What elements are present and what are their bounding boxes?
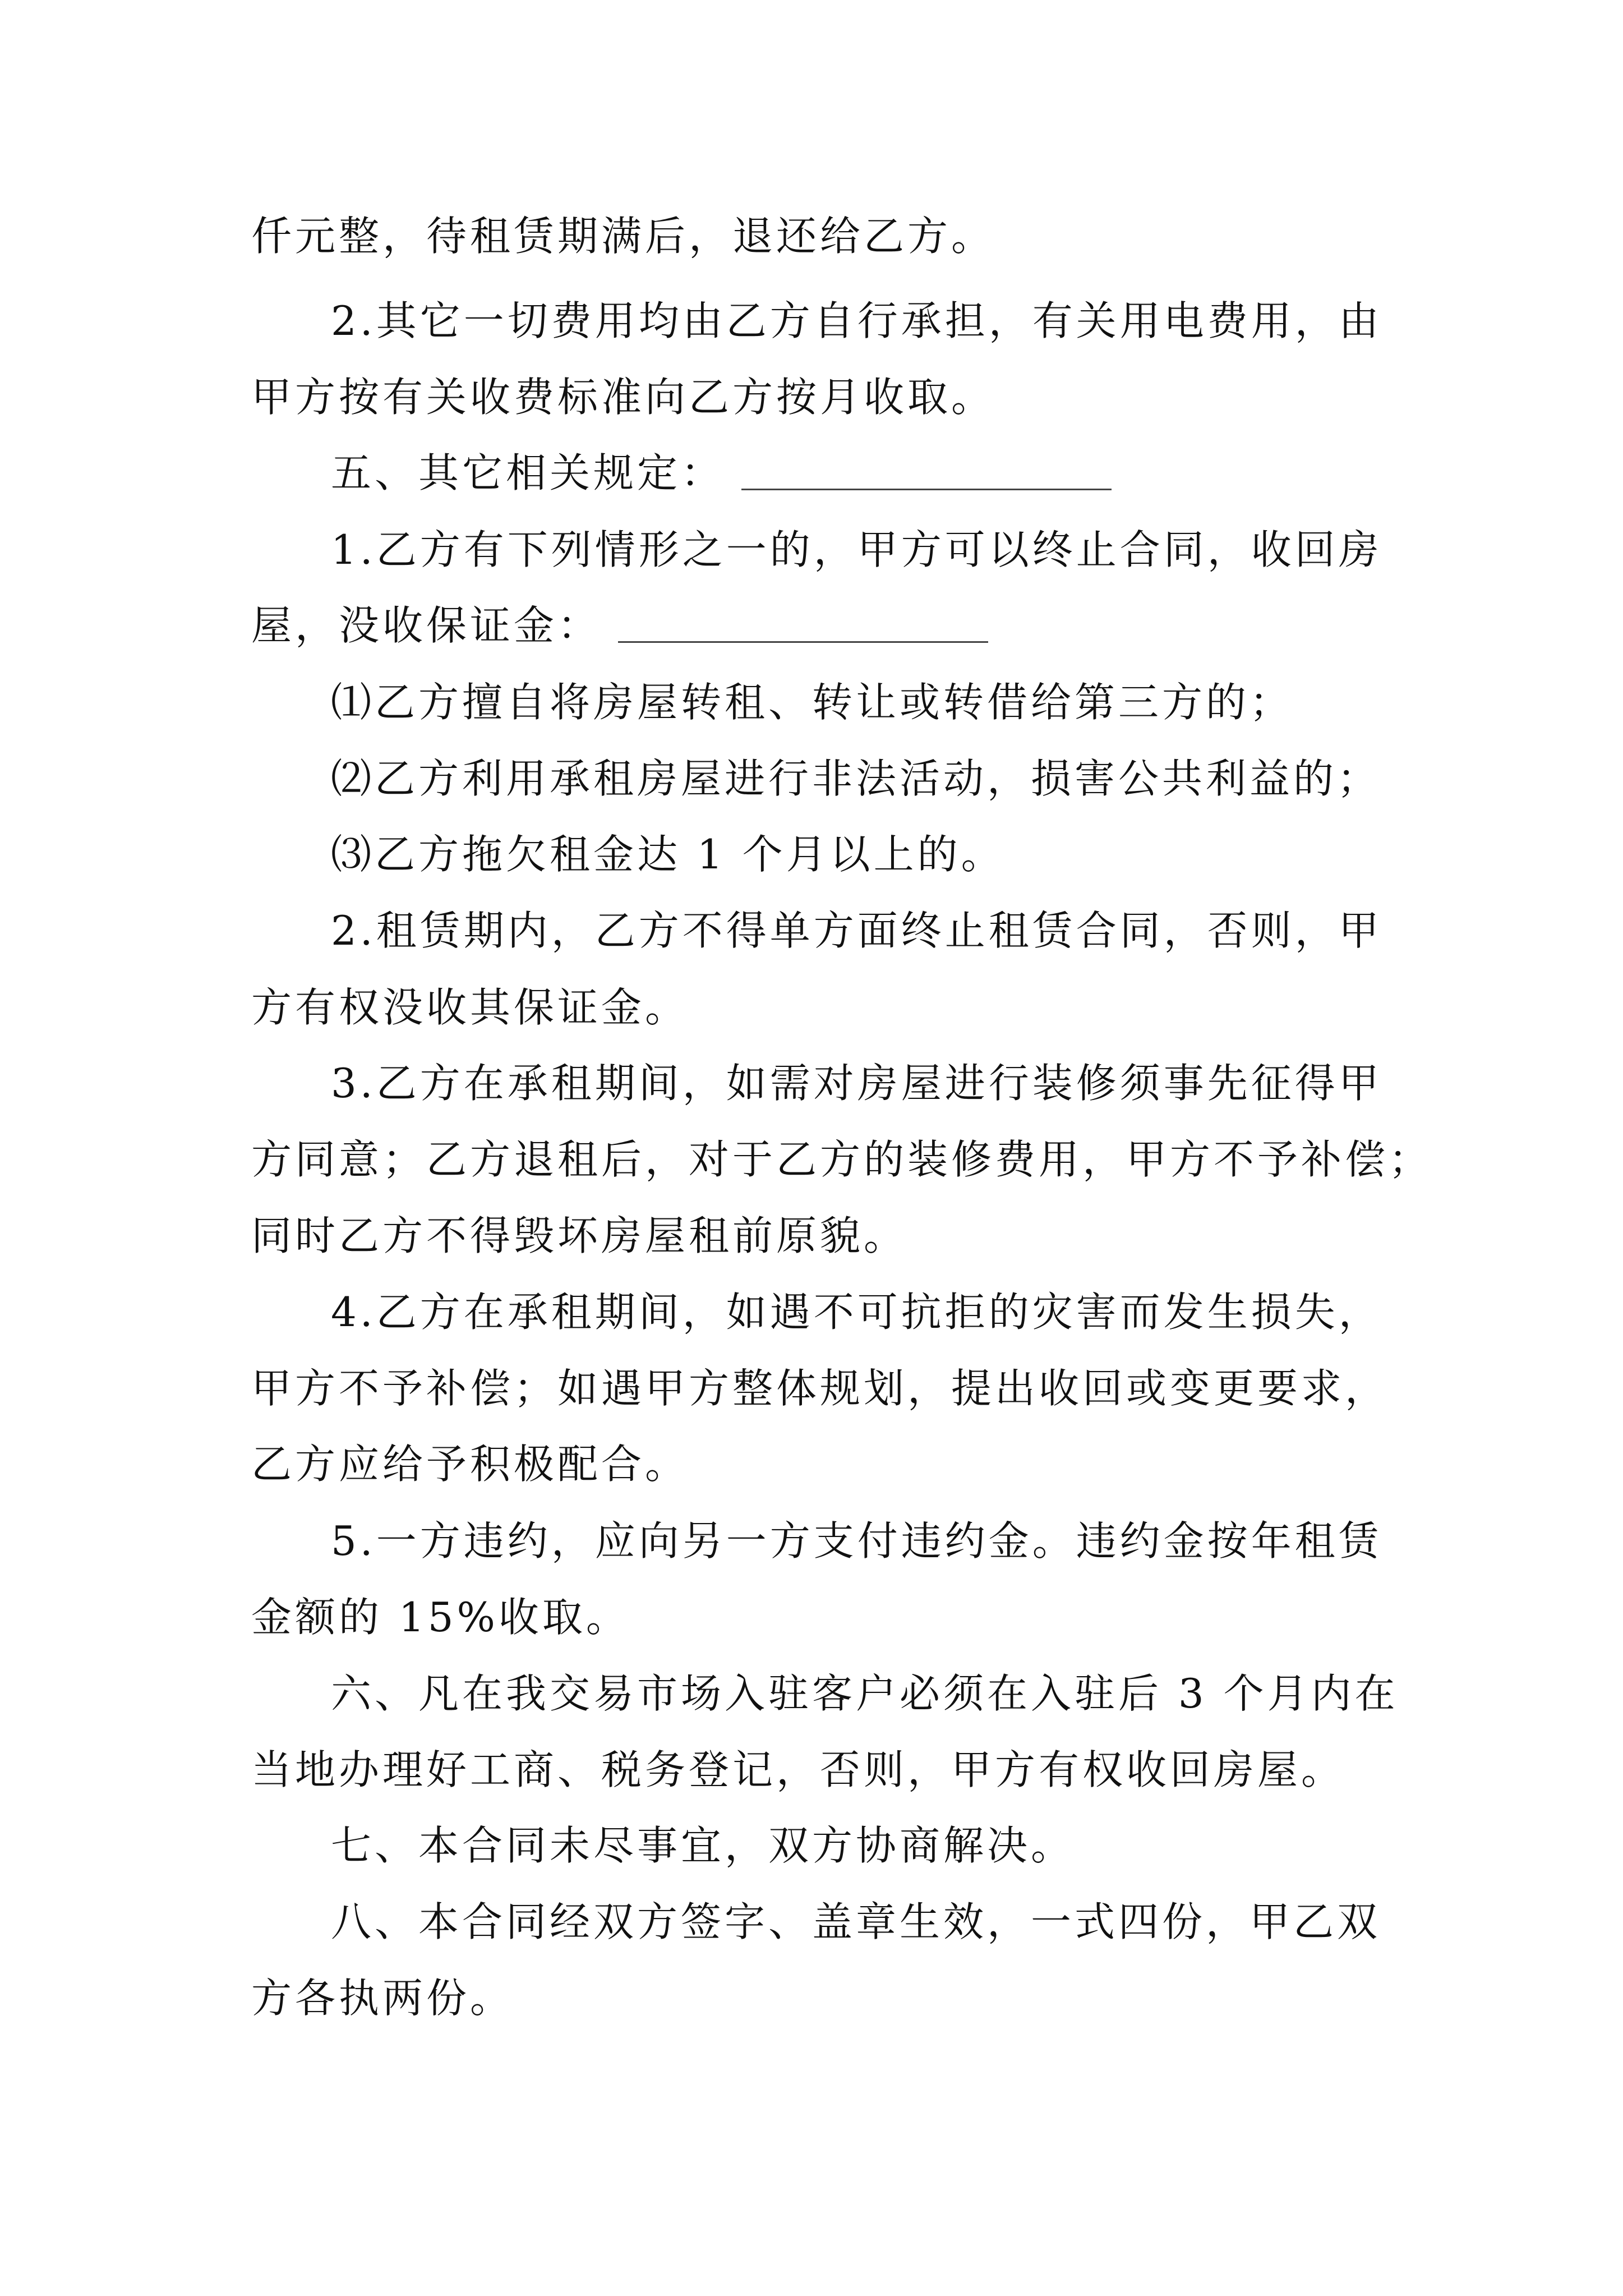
text-line: ⑶乙方拖欠租金达 1 个月以上的。 (331, 831, 1005, 878)
text-line: ⑴乙方擅自将房屋转租、转让或转借给第三方的； (331, 679, 1294, 726)
text-line: ⑵乙方利用承租房屋进行非法活动，损害公共利益的； (331, 755, 1381, 802)
text-line: 甲方不予补偿；如遇甲方整体规划，提出收回或变更要求， (251, 1365, 1389, 1412)
text-line: 金额的 15%收取。 (251, 1594, 630, 1641)
fill-in-blank (618, 639, 988, 643)
text-line: 仟元整，待租赁期满后，退还给乙方。 (251, 213, 995, 260)
text-line: 4.乙方在承租期间，如遇不可抗拒的灾害而发生损失， (331, 1289, 1382, 1336)
text-line: 5.一方违约，应向另一方支付违约金。违约金按年租赁 (331, 1517, 1382, 1565)
text-line: 2.租赁期内，乙方不得单方面终止租赁合同，否则，甲 (331, 907, 1382, 954)
fill-in-blank (741, 486, 1112, 490)
text-line: 1.乙方有下列情形之一的，甲方可以终止合同，收回房 (331, 526, 1382, 573)
text-line: 八、本合同经双方签字、盖章生效，一式四份，甲乙双 (331, 1898, 1381, 1945)
text-line: 方各执两份。 (251, 1975, 514, 2022)
clause-text: 屋，没收保证金： (251, 602, 602, 649)
text-line: 当地办理好工商、税务登记，否则，甲方有权收回房屋。 (251, 1746, 1345, 1793)
text-line-with-blank (331, 445, 1112, 501)
text-line: 七、本合同未尽事宜，双方协商解决。 (331, 1822, 1075, 1869)
section-heading: 五、其它相关规定： (331, 449, 725, 496)
text-line: 同时乙方不得毁坏房屋租前原貌。 (251, 1212, 908, 1259)
text-line-with-blank (251, 597, 988, 654)
text-line: 方同意；乙方退租后，对于乙方的装修费用，甲方不予补偿； (251, 1136, 1433, 1183)
text-line: 六、凡在我交易市场入驻客户必须在入驻后 3 个月内在 (331, 1670, 1399, 1717)
text-line: 2.其它一切费用均由乙方自行承担，有关用电费用，由 (331, 297, 1382, 344)
text-line: 3.乙方在承租期间，如需对房屋进行装修须事先征得甲 (331, 1060, 1382, 1107)
text-line: 甲方按有关收费标准向乙方按月收取。 (251, 374, 995, 421)
text-line: 方有权没收其保证金。 (251, 984, 689, 1031)
text-line: 乙方应给予积极配合。 (251, 1441, 689, 1488)
